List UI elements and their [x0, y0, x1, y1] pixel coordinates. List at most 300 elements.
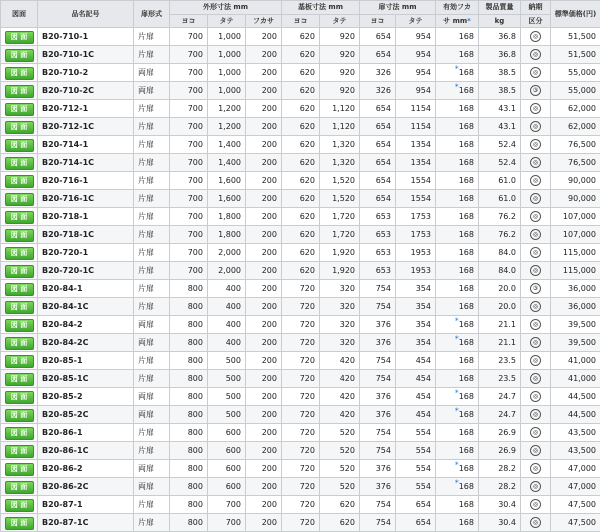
delivery-mark: ◎ [530, 463, 541, 474]
header-weight: 製品質量 [479, 1, 521, 15]
effective-depth-value: 168 [459, 464, 474, 473]
table-row [1, 514, 600, 532]
table-row [1, 424, 600, 442]
base-height-cell: 320 [320, 280, 360, 298]
effective-depth-cell [436, 82, 479, 100]
weight-cell: 21.1 [479, 334, 521, 352]
header-base-h: タテ [320, 15, 360, 28]
door-height-cell: 1354 [396, 136, 436, 154]
drawing-button[interactable]: 図 面 [5, 229, 34, 242]
outer-width-cell: 700 [170, 208, 208, 226]
outer-width-cell: 800 [170, 478, 208, 496]
weight-cell: 43.1 [479, 118, 521, 136]
weight-cell: 84.0 [479, 262, 521, 280]
base-width-cell: 620 [282, 190, 320, 208]
outer-height-cell: 1,400 [208, 154, 246, 172]
header-outer-dimensions: 外形寸法 mm [170, 1, 282, 15]
outer-height-cell: 1,800 [208, 208, 246, 226]
drawing-button[interactable]: 図 面 [5, 301, 34, 314]
price-cell: 44,500 [551, 388, 600, 406]
base-height-cell: 620 [320, 514, 360, 532]
delivery-cell [521, 514, 551, 532]
outer-width-cell: 800 [170, 496, 208, 514]
effective-depth-cell: 168 [436, 208, 479, 226]
drawing-cell [1, 460, 38, 478]
door-type-cell: 両扉 [134, 478, 170, 496]
door-width-cell: 654 [360, 28, 396, 46]
door-height-cell: 454 [396, 352, 436, 370]
drawing-cell [1, 316, 38, 334]
door-width-cell: 754 [360, 442, 396, 460]
drawing-button[interactable]: 図 面 [5, 121, 34, 134]
delivery-cell [521, 352, 551, 370]
drawing-button[interactable]: 図 面 [5, 409, 34, 422]
outer-height-cell: 1,000 [208, 28, 246, 46]
door-width-cell: 754 [360, 496, 396, 514]
base-height-cell: 1,120 [320, 100, 360, 118]
base-width-cell: 720 [282, 460, 320, 478]
header-model: 品名記号 [38, 1, 134, 28]
delivery-cell [521, 460, 551, 478]
door-width-cell: 376 [360, 406, 396, 424]
drawing-cell [1, 244, 38, 262]
outer-depth-cell: 200 [246, 172, 282, 190]
delivery-cell [521, 154, 551, 172]
door-height-cell: 1354 [396, 154, 436, 172]
base-width-cell: 720 [282, 406, 320, 424]
door-height-cell: 654 [396, 514, 436, 532]
door-width-cell: 754 [360, 298, 396, 316]
delivery-mark: ◎ [530, 301, 541, 312]
outer-depth-cell: 200 [246, 424, 282, 442]
weight-cell: 52.4 [479, 136, 521, 154]
table-row [1, 280, 600, 298]
base-width-cell: 720 [282, 352, 320, 370]
header-base-w: ヨコ [282, 15, 320, 28]
table-row [1, 100, 600, 118]
delivery-mark: ◎ [530, 499, 541, 510]
table-row [1, 478, 600, 496]
base-height-cell: 1,920 [320, 262, 360, 280]
delivery-mark: ◎ [530, 49, 541, 60]
outer-depth-cell: 200 [246, 316, 282, 334]
door-width-cell: 653 [360, 226, 396, 244]
base-width-cell: 720 [282, 496, 320, 514]
price-cell: 39,500 [551, 316, 600, 334]
door-type-cell: 片扉 [134, 424, 170, 442]
outer-width-cell: 800 [170, 442, 208, 460]
door-height-cell: 1753 [396, 208, 436, 226]
door-width-cell: 654 [360, 100, 396, 118]
door-type-cell: 片扉 [134, 100, 170, 118]
outer-height-cell: 1,600 [208, 172, 246, 190]
drawing-button[interactable]: 図 面 [5, 355, 34, 368]
door-type-cell: 片扉 [134, 514, 170, 532]
door-width-cell: 654 [360, 190, 396, 208]
outer-depth-cell: 200 [246, 262, 282, 280]
base-width-cell: 620 [282, 64, 320, 82]
outer-width-cell: 700 [170, 190, 208, 208]
base-height-cell: 420 [320, 352, 360, 370]
outer-width-cell: 800 [170, 334, 208, 352]
outer-depth-cell: 200 [246, 460, 282, 478]
drawing-cell [1, 514, 38, 532]
model-cell: B20-85-1C [38, 370, 134, 388]
drawing-button[interactable]: 図 面 [5, 283, 34, 296]
drawing-button[interactable]: 図 面 [5, 211, 34, 224]
effective-depth-cell: 168 [436, 244, 479, 262]
model-cell: B20-87-1 [38, 496, 134, 514]
price-cell: 55,000 [551, 82, 600, 100]
effective-depth-cell: 168 [436, 100, 479, 118]
model-cell: B20-86-1C [38, 442, 134, 460]
outer-depth-cell: 200 [246, 244, 282, 262]
base-width-cell: 720 [282, 442, 320, 460]
base-width-cell: 720 [282, 478, 320, 496]
table-row [1, 352, 600, 370]
effective-depth-cell [436, 64, 479, 82]
delivery-cell [521, 316, 551, 334]
drawing-cell [1, 442, 38, 460]
door-height-cell: 354 [396, 298, 436, 316]
door-width-cell: 754 [360, 370, 396, 388]
base-height-cell: 420 [320, 406, 360, 424]
header-depth: 有効フカ [436, 1, 479, 15]
door-height-cell: 1554 [396, 172, 436, 190]
base-width-cell: 620 [282, 262, 320, 280]
door-type-cell: 両扉 [134, 406, 170, 424]
table-row [1, 208, 600, 226]
price-cell: 43,500 [551, 442, 600, 460]
outer-height-cell: 400 [208, 334, 246, 352]
delivery-mark: ◎ [530, 211, 541, 222]
header-outer-d: フカサ [246, 15, 282, 28]
base-width-cell: 620 [282, 82, 320, 100]
weight-cell: 84.0 [479, 244, 521, 262]
delivery-cell [521, 208, 551, 226]
base-height-cell: 1,720 [320, 226, 360, 244]
effective-depth-cell [436, 460, 479, 478]
effective-depth-cell [436, 388, 479, 406]
table-row [1, 82, 600, 100]
weight-cell: 26.9 [479, 442, 521, 460]
base-height-cell: 1,320 [320, 154, 360, 172]
effective-depth-cell: 168 [436, 190, 479, 208]
table-row [1, 316, 600, 334]
weight-cell: 36.8 [479, 46, 521, 64]
door-height-cell: 454 [396, 370, 436, 388]
model-cell: B20-720-1 [38, 244, 134, 262]
drawing-button[interactable]: 図 面 [5, 247, 34, 260]
weight-cell: 61.0 [479, 172, 521, 190]
model-cell: B20-710-2C [38, 82, 134, 100]
drawing-cell [1, 28, 38, 46]
base-height-cell: 420 [320, 388, 360, 406]
model-cell: B20-720-1C [38, 262, 134, 280]
effective-depth-cell: 168 [436, 118, 479, 136]
effective-depth-cell [436, 478, 479, 496]
drawing-cell [1, 136, 38, 154]
delivery-mark: ③ [530, 85, 541, 96]
effective-depth-cell: 168 [436, 172, 479, 190]
door-width-cell: 654 [360, 154, 396, 172]
effective-depth-cell [436, 334, 479, 352]
effective-depth-cell: 168 [436, 136, 479, 154]
drawing-button[interactable]: 図 面 [5, 481, 34, 494]
header-depth-unit-text: サ mm [443, 17, 467, 25]
model-cell: B20-84-1 [38, 280, 134, 298]
weight-cell: 30.4 [479, 496, 521, 514]
drawing-button[interactable]: 図 面 [5, 337, 34, 350]
drawing-button[interactable]: 図 面 [5, 391, 34, 404]
drawing-button[interactable]: 図 面 [5, 139, 34, 152]
drawing-button[interactable]: 図 面 [5, 157, 34, 170]
delivery-cell [521, 226, 551, 244]
drawing-cell [1, 352, 38, 370]
door-type-cell: 片扉 [134, 280, 170, 298]
drawing-button[interactable]: 図 面 [5, 67, 34, 80]
outer-width-cell: 700 [170, 100, 208, 118]
drawing-button[interactable]: 図 面 [5, 31, 34, 44]
weight-cell: 20.0 [479, 298, 521, 316]
model-cell: B20-718-1C [38, 226, 134, 244]
weight-cell: 28.2 [479, 460, 521, 478]
price-cell: 76,500 [551, 136, 600, 154]
drawing-cell [1, 46, 38, 64]
drawing-button[interactable]: 図 面 [5, 103, 34, 116]
effective-depth-value: 168 [459, 482, 474, 491]
door-type-cell: 片扉 [134, 370, 170, 388]
door-height-cell: 1753 [396, 226, 436, 244]
outer-height-cell: 600 [208, 478, 246, 496]
drawing-button[interactable]: 図 面 [5, 499, 34, 512]
delivery-cell [521, 298, 551, 316]
price-cell: 107,000 [551, 226, 600, 244]
model-cell: B20-716-1 [38, 172, 134, 190]
table-row [1, 136, 600, 154]
price-cell: 41,000 [551, 352, 600, 370]
note-star: * [455, 64, 459, 73]
outer-depth-cell: 200 [246, 118, 282, 136]
door-height-cell: 354 [396, 334, 436, 352]
price-cell: 51,500 [551, 46, 600, 64]
door-type-cell: 両扉 [134, 316, 170, 334]
outer-width-cell: 700 [170, 262, 208, 280]
base-height-cell: 620 [320, 496, 360, 514]
model-cell: B20-85-1 [38, 352, 134, 370]
drawing-button[interactable]: 図 面 [5, 373, 34, 386]
drawing-button[interactable]: 図 面 [5, 463, 34, 476]
base-width-cell: 620 [282, 118, 320, 136]
table-body [1, 28, 600, 532]
drawing-cell [1, 100, 38, 118]
delivery-mark: ◎ [530, 337, 541, 348]
model-cell: B20-84-2C [38, 334, 134, 352]
delivery-cell [521, 46, 551, 64]
effective-depth-cell: 168 [436, 298, 479, 316]
door-height-cell: 954 [396, 82, 436, 100]
base-height-cell: 1,120 [320, 118, 360, 136]
drawing-cell [1, 298, 38, 316]
base-width-cell: 720 [282, 316, 320, 334]
note-star: * [455, 388, 459, 397]
price-cell: 41,000 [551, 370, 600, 388]
price-cell: 47,000 [551, 478, 600, 496]
door-height-cell: 1953 [396, 244, 436, 262]
effective-depth-cell: 168 [436, 28, 479, 46]
outer-height-cell: 400 [208, 280, 246, 298]
effective-depth-cell: 168 [436, 352, 479, 370]
header-door-type: 扉形式 [134, 1, 170, 28]
outer-height-cell: 400 [208, 316, 246, 334]
door-width-cell: 326 [360, 82, 396, 100]
outer-width-cell: 700 [170, 28, 208, 46]
door-height-cell: 354 [396, 316, 436, 334]
drawing-button[interactable]: 図 面 [5, 445, 34, 458]
table-row [1, 442, 600, 460]
effective-depth-cell: 168 [436, 514, 479, 532]
base-width-cell: 620 [282, 172, 320, 190]
outer-depth-cell: 200 [246, 154, 282, 172]
delivery-mark: ◎ [530, 391, 541, 402]
model-cell: B20-85-2 [38, 388, 134, 406]
base-height-cell: 920 [320, 82, 360, 100]
table-row [1, 28, 600, 46]
drawing-cell [1, 370, 38, 388]
table-row [1, 118, 600, 136]
drawing-button[interactable]: 図 面 [5, 175, 34, 188]
effective-depth-cell [436, 316, 479, 334]
base-height-cell: 920 [320, 64, 360, 82]
delivery-mark: ◎ [530, 265, 541, 276]
outer-height-cell: 500 [208, 406, 246, 424]
outer-width-cell: 700 [170, 172, 208, 190]
effective-depth-cell: 168 [436, 46, 479, 64]
delivery-mark: ◎ [530, 445, 541, 456]
effective-depth-cell: 168 [436, 280, 479, 298]
delivery-mark: ◎ [530, 517, 541, 528]
delivery-mark: ◎ [530, 121, 541, 132]
delivery-cell [521, 424, 551, 442]
outer-depth-cell: 200 [246, 28, 282, 46]
outer-height-cell: 700 [208, 496, 246, 514]
outer-width-cell: 700 [170, 136, 208, 154]
table-row [1, 244, 600, 262]
base-height-cell: 320 [320, 334, 360, 352]
base-height-cell: 1,320 [320, 136, 360, 154]
door-type-cell: 片扉 [134, 172, 170, 190]
door-width-cell: 653 [360, 208, 396, 226]
drawing-button[interactable]: 図 面 [5, 517, 34, 530]
header-door-dimensions: 扉寸法 mm [360, 1, 436, 15]
outer-height-cell: 1,600 [208, 190, 246, 208]
effective-depth-value: 168 [459, 86, 474, 95]
drawing-button[interactable]: 図 面 [5, 319, 34, 332]
base-width-cell: 620 [282, 28, 320, 46]
outer-width-cell: 800 [170, 298, 208, 316]
base-height-cell: 520 [320, 424, 360, 442]
note-star: * [455, 82, 459, 91]
delivery-mark: ◎ [530, 427, 541, 438]
outer-width-cell: 700 [170, 46, 208, 64]
note-star: * [455, 460, 459, 469]
drawing-cell [1, 478, 38, 496]
base-width-cell: 720 [282, 370, 320, 388]
drawing-cell [1, 496, 38, 514]
outer-height-cell: 600 [208, 424, 246, 442]
table-row [1, 496, 600, 514]
weight-cell: 30.4 [479, 514, 521, 532]
door-width-cell: 754 [360, 280, 396, 298]
price-cell: 107,000 [551, 208, 600, 226]
weight-cell: 38.5 [479, 64, 521, 82]
weight-cell: 52.4 [479, 154, 521, 172]
table-row [1, 190, 600, 208]
table-row [1, 298, 600, 316]
price-cell: 51,500 [551, 28, 600, 46]
price-cell: 90,000 [551, 172, 600, 190]
delivery-cell [521, 118, 551, 136]
outer-height-cell: 400 [208, 298, 246, 316]
drawing-button[interactable]: 図 面 [5, 193, 34, 206]
effective-depth-cell: 168 [436, 424, 479, 442]
delivery-mark: ◎ [530, 319, 541, 330]
header-outer-h: タテ [208, 15, 246, 28]
base-height-cell: 520 [320, 478, 360, 496]
effective-depth-value: 168 [459, 320, 474, 329]
base-height-cell: 320 [320, 316, 360, 334]
delivery-mark: ◎ [530, 481, 541, 492]
delivery-cell [521, 496, 551, 514]
outer-depth-cell: 200 [246, 334, 282, 352]
outer-depth-cell: 200 [246, 370, 282, 388]
door-width-cell: 653 [360, 244, 396, 262]
delivery-cell [521, 64, 551, 82]
outer-depth-cell: 200 [246, 298, 282, 316]
table-header [1, 1, 600, 28]
drawing-button[interactable]: 図 面 [5, 49, 34, 62]
door-type-cell: 両扉 [134, 460, 170, 478]
outer-width-cell: 800 [170, 370, 208, 388]
drawing-cell [1, 406, 38, 424]
price-cell: 76,500 [551, 154, 600, 172]
outer-width-cell: 700 [170, 154, 208, 172]
drawing-button[interactable]: 図 面 [5, 265, 34, 278]
drawing-cell [1, 154, 38, 172]
drawing-button[interactable]: 図 面 [5, 427, 34, 440]
weight-cell: 23.5 [479, 352, 521, 370]
weight-cell: 38.5 [479, 82, 521, 100]
door-height-cell: 1554 [396, 190, 436, 208]
outer-height-cell: 2,000 [208, 262, 246, 280]
drawing-button[interactable]: 図 面 [5, 85, 34, 98]
delivery-mark: ◎ [530, 373, 541, 384]
outer-height-cell: 1,000 [208, 46, 246, 64]
price-cell: 90,000 [551, 190, 600, 208]
door-type-cell: 片扉 [134, 352, 170, 370]
outer-height-cell: 600 [208, 442, 246, 460]
outer-height-cell: 500 [208, 388, 246, 406]
base-width-cell: 720 [282, 334, 320, 352]
delivery-cell [521, 82, 551, 100]
base-height-cell: 920 [320, 28, 360, 46]
door-type-cell: 片扉 [134, 244, 170, 262]
door-height-cell: 554 [396, 424, 436, 442]
header-weight-unit: kg [479, 15, 521, 28]
delivery-mark: ◎ [530, 139, 541, 150]
note-star: * [455, 478, 459, 487]
outer-depth-cell: 200 [246, 388, 282, 406]
